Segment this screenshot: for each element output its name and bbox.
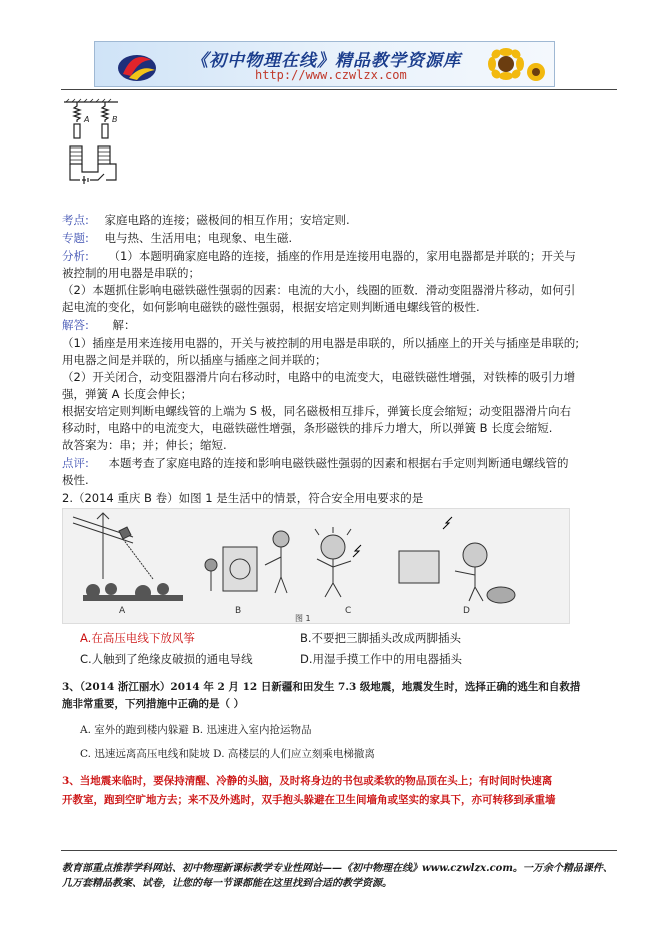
fenxi-line-1b: 被控制的用电器是串联的； <box>62 266 200 280</box>
fig-caption: 图 1 <box>295 614 311 623</box>
q3-options-cd: C. 迅速远离高压电线和陡坡 D. 高楼层的人们应立刻乘电梯撤离 <box>80 748 375 760</box>
footer-line-1: 教育部重点推荐学科网站、初中物理新课标教学专业性网站——《初中物理在线》www.czwlzx.com。一万余个精品课件、 <box>62 863 613 874</box>
q3-stem-b: 施非常重要，下列措施中正确的是（ ） <box>62 698 245 710</box>
site-logo-icon <box>115 46 159 84</box>
dianping-line-a: 本题考查了家庭电路的连接和影响电磁铁磁性强弱的因素和根据右手定则判断通电螺线管的 <box>108 456 569 470</box>
circuit-diagram <box>62 98 122 190</box>
q2-option-b: B.不要把三脚插头改成两脚插头 <box>300 631 462 645</box>
dianping-line-b: 极性. <box>62 473 89 487</box>
fenxi-line-2b: 起电流的变化，如何影响电磁铁的磁性强弱，根据安培定则判断通电螺线管的极性. <box>62 300 480 314</box>
answer-line: 故答案为：串；并；伸长；缩短. <box>62 438 227 452</box>
q3-explain-a: 3、当地震来临时，要保持清醒、冷静的头脑，及时将身边的书包或柔软的物品顶在头上；有时间时快速离 <box>62 775 553 787</box>
zhuanti-row <box>62 229 292 247</box>
header-rule <box>61 89 617 90</box>
q2-stem: 2.（2014 重庆 B 卷）如图 1 是生活中的情景，符合安全用电要求的是 <box>62 491 424 505</box>
spring-b-label: B <box>112 115 118 124</box>
jieda-row <box>62 316 136 334</box>
kaodian-label: 考点: <box>62 213 89 227</box>
jieda-label: 解答: <box>62 318 89 332</box>
footer-rule <box>61 850 617 851</box>
q3-explain-b: 开教室，跑到空旷地方去；来不及外逃时，双手抱头躲避在卫生间墙角或坚实的家具下，亦可转移到承重墙 <box>62 794 556 806</box>
q2-figure <box>62 508 570 624</box>
fig-label-c: C <box>345 606 352 616</box>
dianping-label: 点评: <box>62 456 89 470</box>
jieda-line-1b: 用电器之间是并联的，所以插座与插座之间并联的； <box>62 353 327 367</box>
q3-stem-a: 3、（2014 浙江丽水）2014 年 2 月 12 日新疆和田发生 7.3 级地震，地震发生时，选择正确的逃生和自救措 <box>62 681 581 693</box>
jieda-line-1a: （1）插座是用来连接用电器的，开关与被控制的用电器是串联的，所以插座上的开关与插座是串联的; <box>62 336 580 350</box>
zhuanti-label: 专题: <box>62 231 89 245</box>
dianping-row <box>62 454 569 472</box>
kaodian-row <box>62 211 350 229</box>
fenxi-line-1a: （1）本题明确家庭电路的连接，插座的作用是连接用电器的，家用电器都是并联的；开关与 <box>108 249 576 263</box>
kaodian-text: 家庭电路的连接；磁极间的相互作用；安培定则. <box>104 213 350 227</box>
banner-url[interactable]: http://www.czwlzx.com <box>255 68 407 82</box>
q2-option-a: A.在高压电线下放风筝 <box>80 631 195 645</box>
sunflower-icon <box>480 42 550 87</box>
fenxi-row <box>62 247 576 265</box>
footer-line-2: 几万套精品教案、试卷，让您的每一节课都能在这里找到合适的教学资源。 <box>62 878 392 889</box>
fenxi-label: 分析: <box>62 249 89 263</box>
fenxi-line-2a: （2）本题抓住影响电磁铁磁性强弱的因素：电流的大小，线圈的匝数．滑动变阻器滑片移动，如何引 <box>62 283 576 297</box>
q2-figure-illustration <box>63 509 569 623</box>
jieda-line-2b: 强，弹簧 A 长度会伸长； <box>62 387 193 401</box>
fig-label-d: D <box>463 606 470 616</box>
q2-option-c: C.人触到了绝缘皮破损的通电导线 <box>80 652 253 666</box>
fig-label-a: A <box>119 606 126 616</box>
header-banner <box>94 41 555 87</box>
spring-a-label: A <box>84 115 90 124</box>
q2-option-d: D.用湿手摸工作中的用电器插头 <box>300 652 463 666</box>
banner-title: 《初中物理在线》精品教学资源库 <box>191 51 461 71</box>
jieda-line-2a: （2）开关闭合，动变阻器滑片向右移动时，电路中的电流变大，电磁铁磁性增强，对铁棒的吸引力增 <box>62 370 576 384</box>
jieda-head: 解： <box>112 318 136 332</box>
jieda-line-3b: 移动时，电路中的电流变大，电磁铁磁性增强，条形磁铁的排斥力增大，所以弹簧 B 长度会缩短. <box>62 421 553 435</box>
jieda-line-3a: 根据安培定则判断电螺线管的上端为 S 极，同名磁极相互排斥，弹簧长度会缩短；动变阻器滑片向右 <box>62 404 572 418</box>
fig-label-b: B <box>235 606 242 616</box>
q3-options-ab: A. 室外的跑到楼内躲避 B. 迅速进入室内抢运物品 <box>80 724 312 736</box>
zhuanti-text: 电与热、生活用电；电现象、电生磁. <box>104 231 293 245</box>
